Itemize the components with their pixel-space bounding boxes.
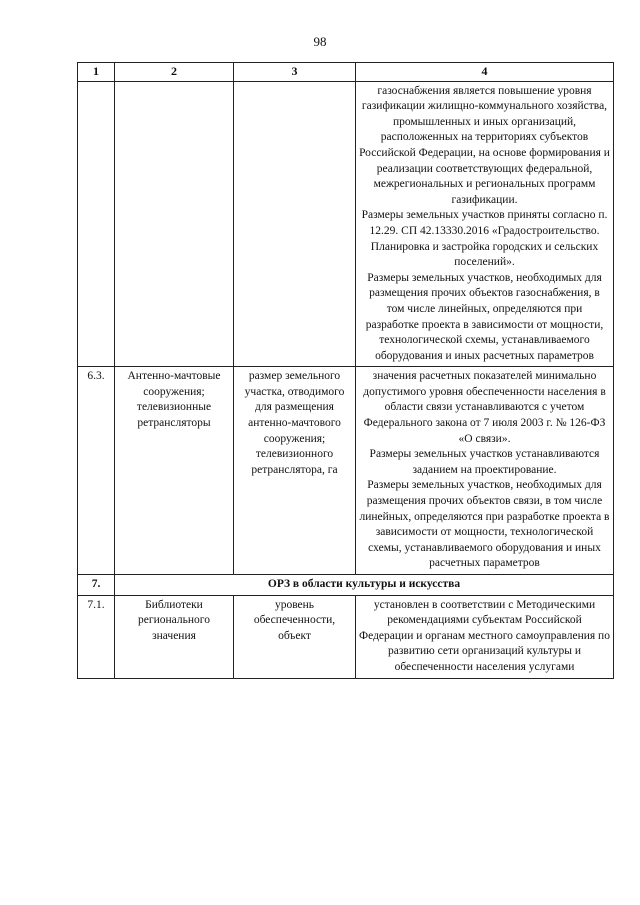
table-row [78, 367, 614, 575]
notes-cell [356, 595, 614, 678]
section-title: ОРЗ в области культуры и искусства [115, 575, 614, 596]
indicator [234, 81, 356, 367]
note-paragraph: Размеры земельных участков, необходимых для размещения прочих объектов связи, в том числе линейных, определяются при разработке проекта в зависимости от мощности, технологической схемы, устанавливаемого оборудования и иных расчетных параметров [359, 479, 610, 570]
note-paragraph: газоснабжения является повышение уровня газификации жилищно-коммунального хозяйства, промышленных и иных организаций, расположенных на территориях субъектов Российской Федерации, на основе формирования и реализации соответствующих федеральной, межрегиональных и региональных программ газификации. [359, 84, 610, 206]
object-name: Библиотеки регионального значения [115, 595, 234, 678]
header-col-1: 1 [78, 63, 115, 82]
indicator: размер земельного участка, отводимого для размещения антенно-мачтового сооружения; телевизионного ретранслятора, га [234, 367, 356, 575]
table-row [78, 81, 614, 367]
note-paragraph: значения расчетных показателей минимально допустимого уровня обеспеченности населения в области связи устанавливаются с учетом Федерального закона от 7 июля 2003 г. № 126-ФЗ «О связи». [363, 370, 606, 445]
notes-cell [356, 81, 614, 367]
row-number: 6.3. [78, 367, 115, 575]
table-header-row [78, 63, 614, 82]
page-number: 98 [313, 34, 327, 49]
indicator: уровень обеспеченности, объект [234, 595, 356, 678]
section-number: 7. [78, 575, 115, 596]
row-number: 7.1. [78, 595, 115, 678]
regulations-table [77, 62, 614, 679]
row-number [78, 81, 115, 367]
object-name: Антенно-мачтовые сооружения; телевизионные ретрансляторы [115, 367, 234, 575]
header-col-4: 4 [356, 63, 614, 82]
header-col-2: 2 [115, 63, 234, 82]
note-paragraph: Размеры земельных участков устанавливаются заданием на проектирование. [369, 448, 600, 476]
note-paragraph: установлен в соответствии с Методическими рекомендациями субъектам Российской Федерации и органам местного самоуправления по развитию сети организаций культуры и обеспеченности населения услугами [359, 598, 610, 673]
section-row [78, 575, 614, 596]
table-row [78, 595, 614, 678]
notes-cell [356, 367, 614, 575]
object-name [115, 81, 234, 367]
header-col-3: 3 [234, 63, 356, 82]
note-paragraph: Размеры земельных участков, необходимых для размещения прочих объектов газоснабжения, в том числе линейных, определяются при разработке проекта в зависимости от мощности, технологической схемы, устанавливаемого оборудования и иных расчетных параметров [365, 271, 604, 362]
note-paragraph: Размеры земельных участков приняты согласно п. 12.29. СП 42.13330.2016 «Градостроительство. Планировка и застройка городских и сельских поселений». [361, 209, 608, 269]
